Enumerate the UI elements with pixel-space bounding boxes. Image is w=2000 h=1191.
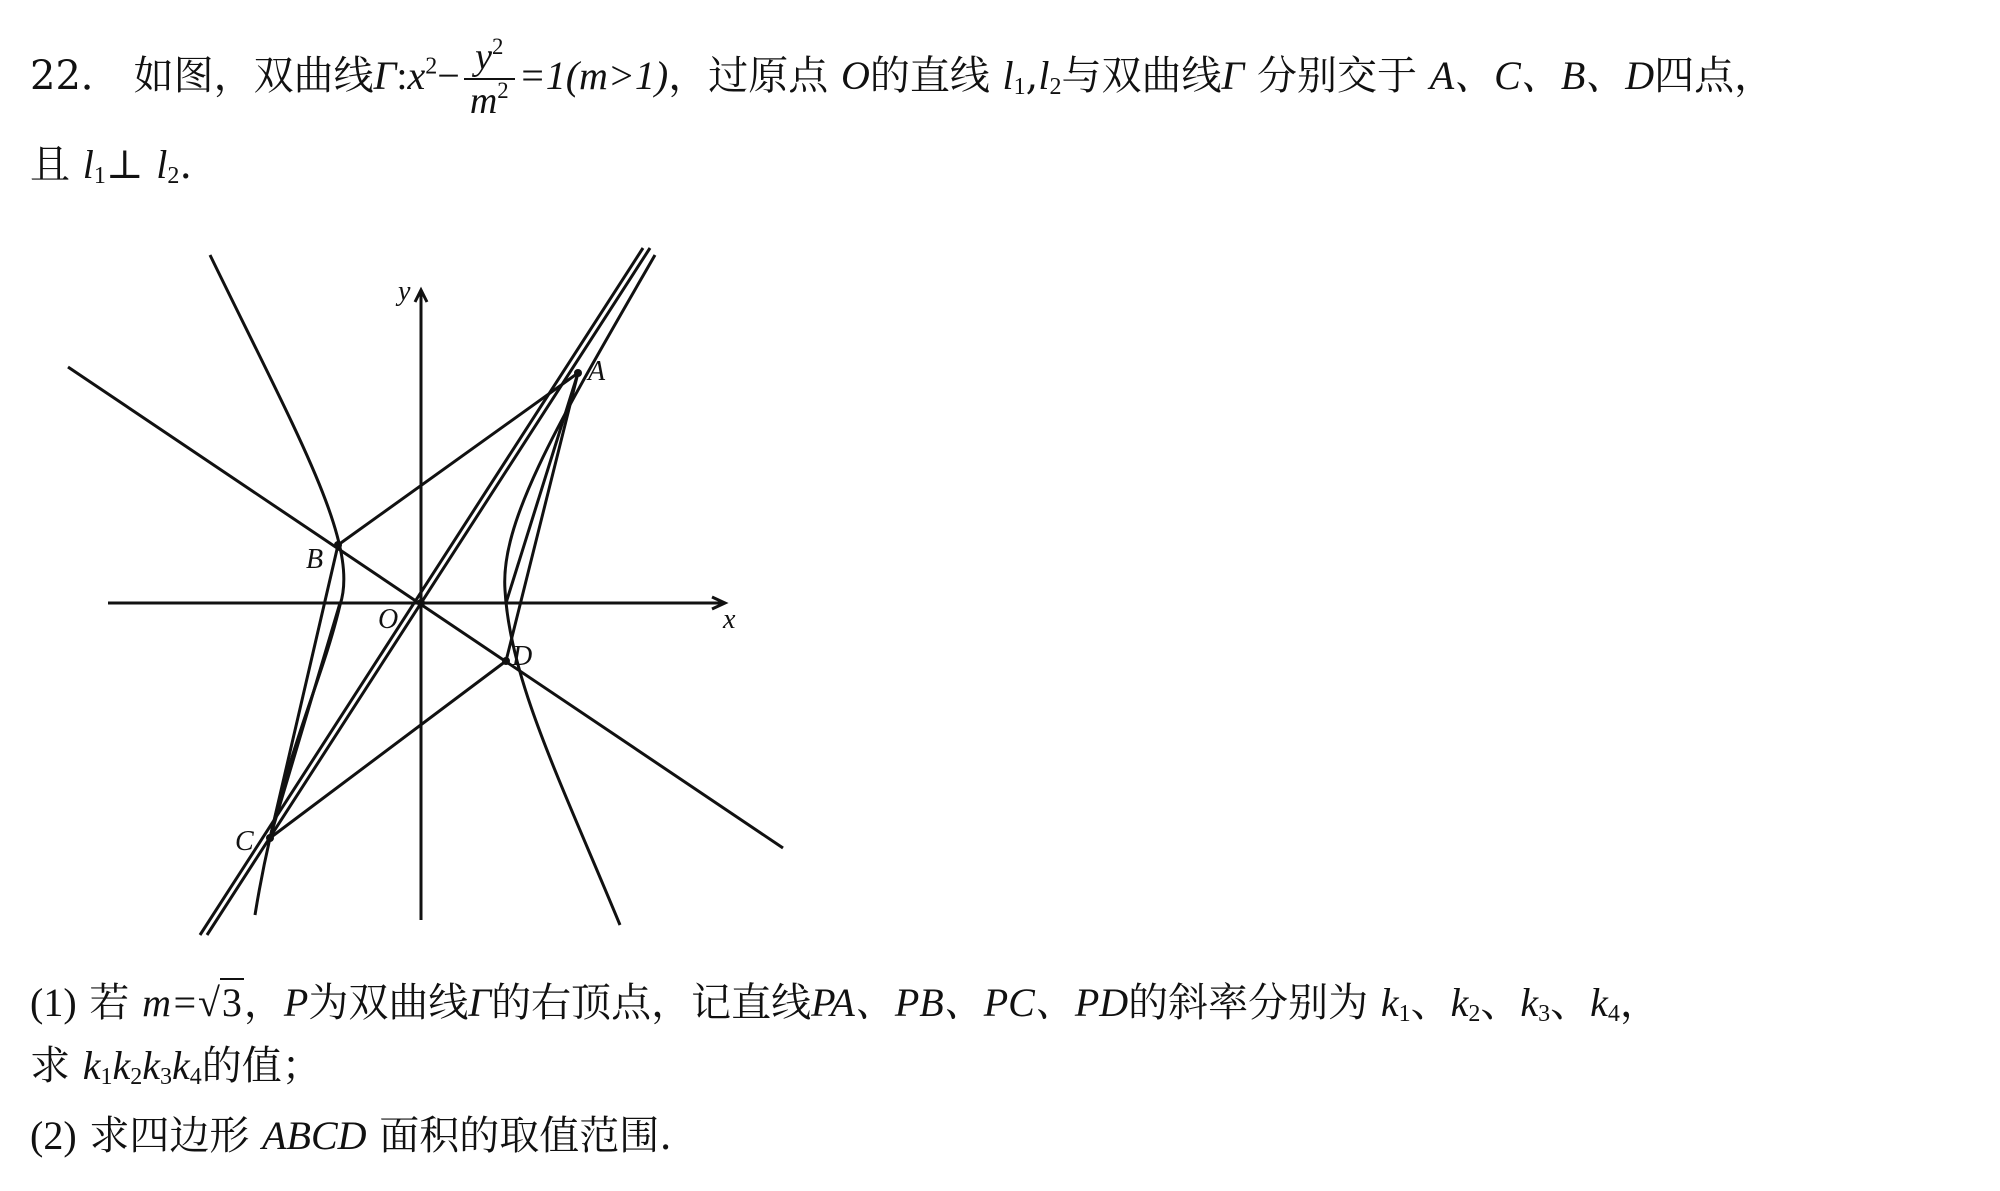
point-C <box>266 834 274 842</box>
perp-symbol: ⊥ <box>105 142 144 188</box>
eq-rhs: =1(m>1) <box>518 53 669 98</box>
point-D <box>502 657 510 665</box>
origin-name: O <box>840 53 870 98</box>
label-x: x <box>723 604 736 635</box>
label-C: C <box>235 826 254 857</box>
point-B <box>334 541 342 549</box>
part2-line: (2) 求四边形 ABCD 面积的取值范围. <box>30 1113 672 1159</box>
problem-number: 22． <box>30 53 121 99</box>
label-A: A <box>588 356 606 387</box>
label-B: B <box>306 544 324 575</box>
sqrt-3: √3 <box>197 980 242 1025</box>
problem-statement-line-1: 22． 如图，双曲线$\Gamma:x^2-$ $\frac{y^2}{m^2}$ =1(m>1)，过原点 O的直线 $l_1,l_2$与双曲线Γ 分别交于 A、C、B、D四点， <box>30 34 1775 122</box>
line-l1 <box>207 248 650 935</box>
point-A <box>574 369 582 377</box>
part2-label: (2) <box>30 1113 77 1158</box>
label-y: y <box>398 276 411 307</box>
k3: $k_3$ <box>1520 980 1551 1027</box>
k2: $k_2$ <box>1450 980 1481 1027</box>
point-O <box>417 599 425 607</box>
line-l2 <box>68 367 783 848</box>
fraction-y2-over-m2: $\frac{y^2}{m^2}$ <box>464 38 515 120</box>
curve-name: Γ <box>373 53 397 98</box>
quadrilateral-name: ABCD <box>262 1113 367 1158</box>
inner-line-A-P <box>506 373 578 603</box>
label-O: O <box>378 604 399 635</box>
problem-statement-line-2: 且 $l_1\perp$ $l_2$. <box>30 142 193 189</box>
points-list: A、C、B、D <box>1429 53 1655 98</box>
line-l2: $l_2$ <box>1038 53 1062 100</box>
lines-list: PA、PB、PC、PD <box>811 980 1129 1025</box>
part1-label: (1) <box>30 980 77 1025</box>
intro-text: 如图，双曲线 <box>133 53 374 99</box>
k-product: $k_1k_2k_3k_4$ <box>82 1043 202 1090</box>
eq-x: x <box>407 53 426 98</box>
line-l1: $l_1$ <box>1002 53 1026 100</box>
k4: $k_4$ <box>1590 980 1620 1027</box>
hyperbola-figure <box>55 245 795 945</box>
part1-line-2: 求 $k_1k_2k_3k_4$的值； <box>30 1043 322 1090</box>
label-D: D <box>512 641 533 672</box>
inner-line-C-P <box>270 603 340 838</box>
part1-line-1: (1) 若 m=√3，P为双曲线Γ的右顶点，记直线PA、PB、PC、PD的斜率分别为 $k_1$、$k_2$、$k_3$、$k_4$， <box>30 980 1660 1027</box>
k1: $k_1$ <box>1380 980 1411 1027</box>
